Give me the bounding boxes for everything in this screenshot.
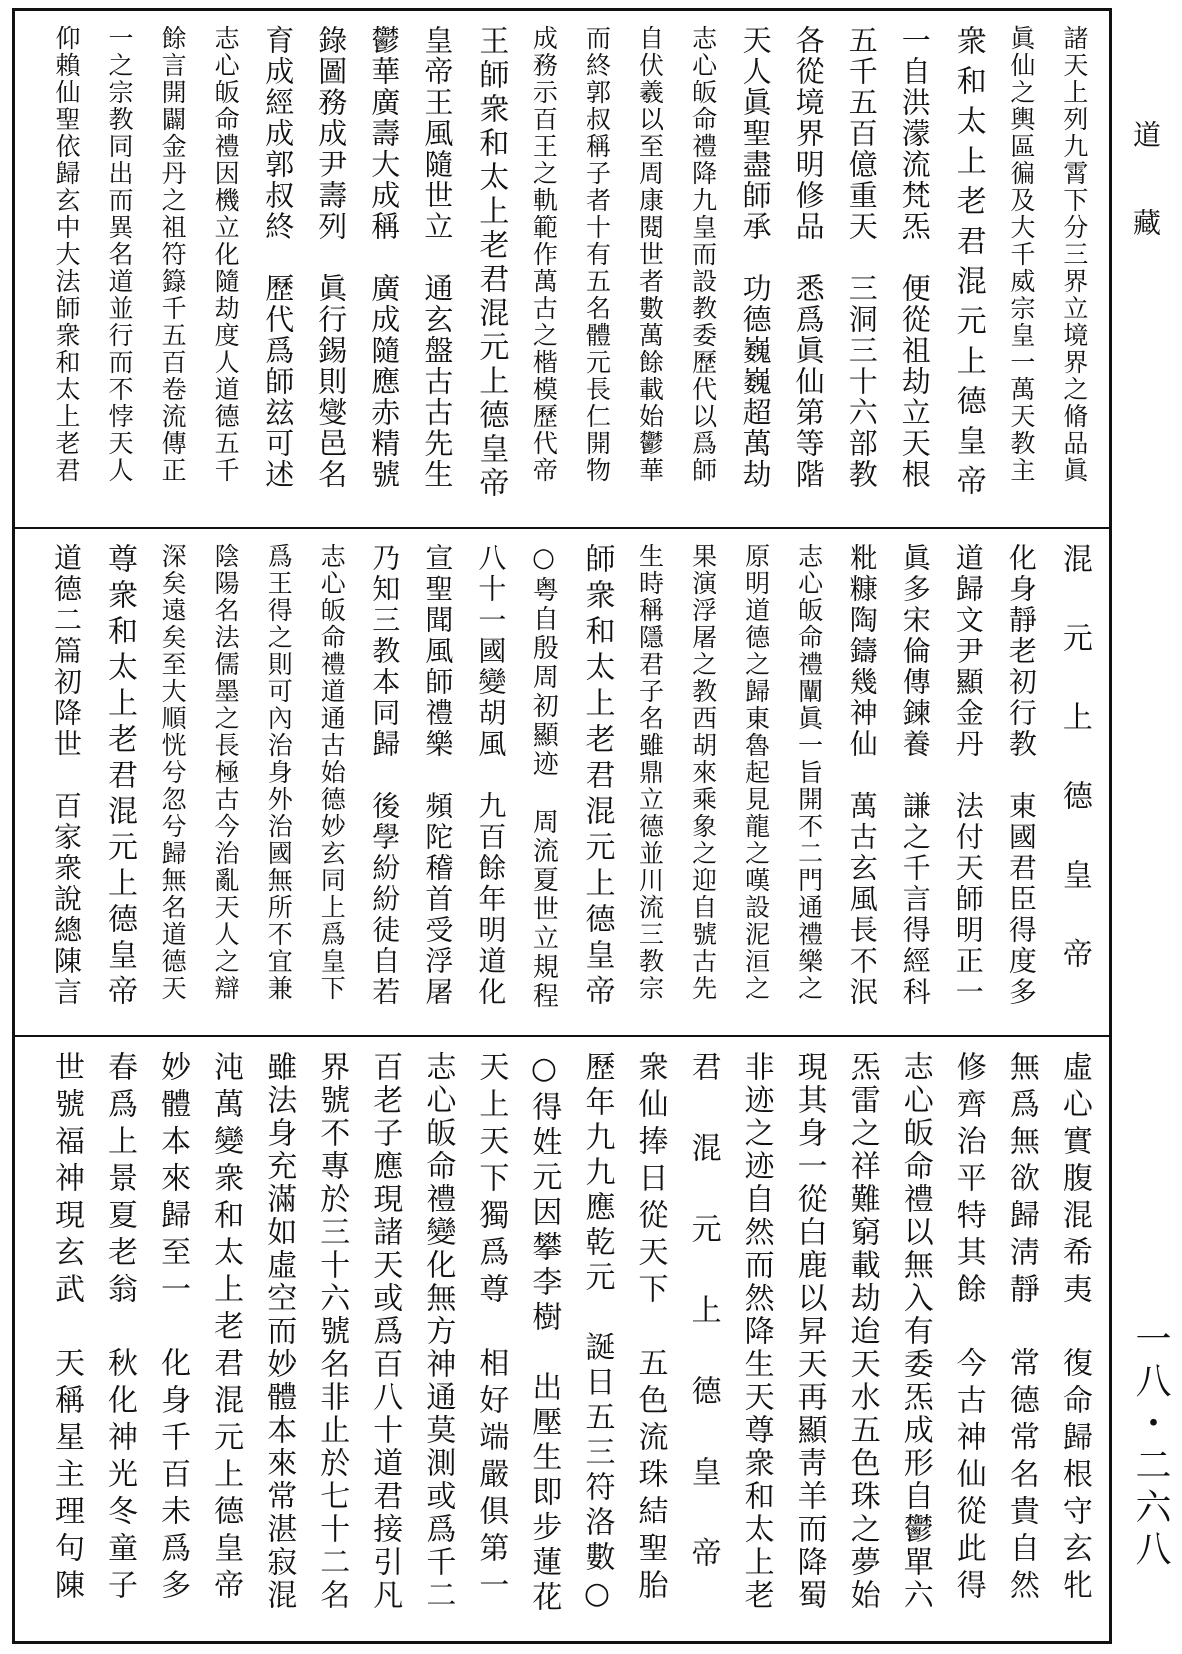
text-column: 虛心實腹混希夷 復命歸根守玄牝	[1056, 1051, 1092, 1606]
text-column: 鬱華廣壽大成稱 廣成隨應赤精號	[367, 25, 402, 490]
text-column: 歷年九九應乾元 誕日五三符洛數○	[579, 1051, 615, 1616]
text-column: 一之宗教同出而異名道並行而不悖天人	[105, 25, 135, 484]
panel-top	[15, 11, 1109, 527]
text-column: 志心皈命禮降九皇而設教委歷代以爲師	[688, 25, 718, 484]
text-columns	[45, 25, 1095, 517]
text-column: 非迹之迹自然而然降生天尊衆和太上老	[738, 1051, 774, 1612]
text-column: 界號不專於三十六號名非止於七十二名	[314, 1051, 350, 1612]
text-column: 而終郭叔稱子者十有五名體元長仁開物	[582, 25, 612, 484]
text-column: 天人眞聖盡師承 功德巍巍超萬劫	[738, 25, 773, 490]
text-column: 一自洪濛流梵炁 便從祖劫立天根	[897, 25, 932, 490]
page-number: 一八・二六八	[1130, 1320, 1171, 1572]
text-column: 八十一國變胡風 九百餘年明道化	[474, 543, 508, 1008]
text-column: 衆仙捧日從天下 五色流珠結聖胎	[632, 1051, 668, 1606]
text-column: 混元上德皇帝	[1056, 543, 1092, 1017]
text-column: 宣聖聞風師禮樂 頻陀稽首受浮屠	[421, 543, 455, 1008]
text-column: 餘言開闢金丹之祖符籙千五百卷流傳正	[158, 25, 188, 484]
text-column: 天上天下獨爲尊 相好端嚴俱第一	[473, 1051, 509, 1606]
text-column: 自伏羲以至周康閱世者數萬餘載始鬱華	[635, 25, 665, 484]
text-column: 雖法身充滿如虛空而妙體本來常湛寂混	[261, 1051, 297, 1612]
text-column: 師衆和太上老君混元上德皇帝	[579, 543, 615, 1011]
text-column: 志心皈命禮變化無方神通莫測或爲千二	[420, 1051, 456, 1612]
text-column: 皇帝王風隨世立 通玄盤古古先生	[420, 25, 455, 490]
text-column: 道德二篇初降世 百家衆說總陳言	[50, 543, 83, 1008]
text-column: 春爲上景夏老翁 秋化神光冬童子	[102, 1051, 138, 1606]
text-column: 諸天上列九霄下分三界立境界之脩品眞	[1059, 25, 1089, 484]
text-column: 五千五百億重天 三洞三十六部教	[844, 25, 879, 490]
text-column: 眞多宋倫傳鍊養 謙之千言得經科	[898, 543, 932, 1008]
text-column: 王師衆和太上老君混元上德皇帝	[473, 25, 509, 501]
text-columns	[45, 543, 1095, 1025]
text-column: 世號福神現玄武 天稱星主理句陳	[49, 1051, 84, 1606]
text-column: 乃知三教本同歸 後學紛紛徒自若	[368, 543, 402, 1008]
text-column: 修齊治平特其餘 今古神仙從此得	[950, 1051, 986, 1606]
text-column: 志心皈命禮以無入有委炁成形自鬱單六	[897, 1051, 933, 1612]
page-frame	[12, 8, 1112, 1644]
text-column: 育成經成郭叔終 歷代爲師玆可述	[261, 25, 296, 490]
text-column: 道歸文尹顯金丹 法付天師明正一	[951, 543, 985, 1008]
text-column: 原明道德之歸東魯起見龍之嘆設泥洹之	[741, 543, 771, 1002]
text-column: 無爲無欲歸淸靜 常德常名貴自然	[1003, 1051, 1039, 1606]
text-column: 仰賴仙聖依歸玄中大法師衆和太上老君	[52, 25, 81, 484]
text-column: 衆和太上老君混元上德皇帝	[950, 25, 986, 505]
text-column: 化身靜老初行教 東國君臣得度多	[1004, 543, 1038, 1008]
text-column: 志心皈命禮闡眞一旨開不二門通禮樂之	[794, 543, 824, 1002]
text-column: 果演浮屠之教西胡來乘象之迎自號古先	[688, 543, 718, 1002]
text-columns	[45, 1051, 1095, 1631]
collection-title: 道藏	[1129, 120, 1162, 296]
text-column: 妙體本來歸至一 化身千百未爲多	[155, 1051, 191, 1606]
panel-middle	[15, 529, 1109, 1035]
text-column: 各從境界明修品 悉爲眞仙第等階	[791, 25, 826, 490]
text-column: ○得姓元因攀李樹 出壓生即步蓮花	[526, 1051, 562, 1616]
panel-bottom	[15, 1037, 1109, 1641]
text-column: 成務示百王之軌範作萬古之楷模歷代帝	[529, 25, 559, 484]
text-column: 炁雷之祥難窮載劫迨天水五色珠之夢始	[844, 1051, 880, 1612]
text-column: 志心皈命禮道通古始德妙玄同上爲皇下	[317, 543, 347, 1002]
text-column: 現其身一從白鹿以昇天再顯靑羊而降蜀	[791, 1051, 827, 1612]
text-column: 志心皈命禮因機立化隨劫度人道德五千	[211, 25, 241, 484]
text-column: 眞仙之輿區徧及大千威宗皇一萬天教主	[1006, 25, 1036, 484]
text-column: 爲王得之則可內治身外治國無所不宜兼	[264, 543, 294, 1002]
text-column: 君混元上德皇帝	[685, 1051, 721, 1618]
text-column: 錄圖務成尹壽列 眞行錫則燮邑名	[314, 25, 349, 490]
text-column: 生時稱隱君子名雖鼎立德並川流三教宗	[635, 543, 665, 1002]
text-column: 深矣遠矣至大順恍兮忽兮歸無名道德天	[158, 543, 188, 1002]
text-column: 粃糠陶鑄幾神仙 萬古玄風長不泯	[845, 543, 879, 1008]
text-column: 百老子應現諸天或爲百八十道君接引凡	[367, 1051, 403, 1612]
text-column: ○粤自殷周初顯迹 周流夏世立規程	[528, 543, 559, 1011]
text-column: 沌萬變衆和太上老君混元上德皇帝	[208, 1051, 244, 1606]
text-column: 陰陽名法儒墨之長極古今治亂天人之辯	[211, 543, 241, 1002]
text-column: 尊衆和太上老君混元上德皇帝	[102, 543, 138, 1011]
